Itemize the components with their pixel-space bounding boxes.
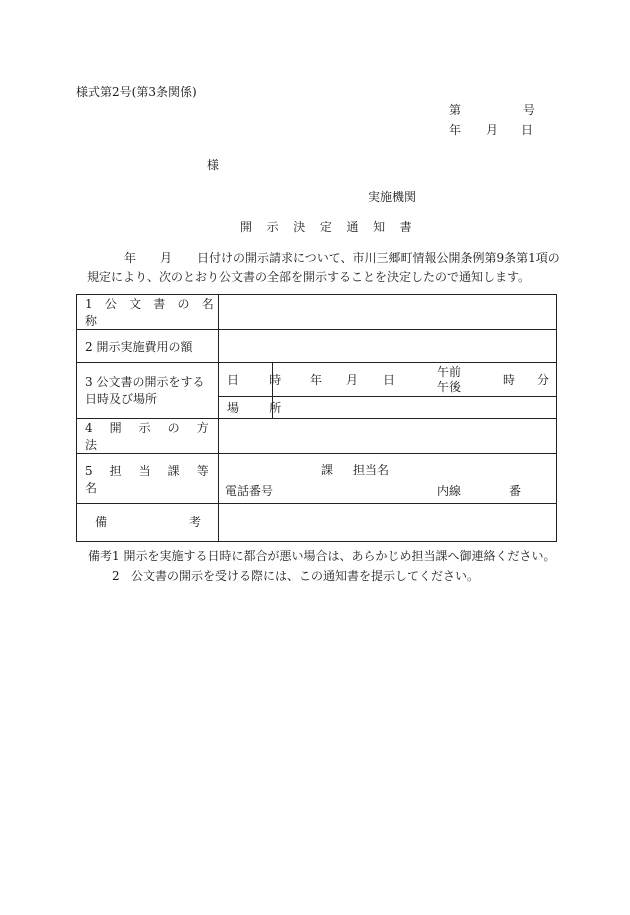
dept-section: 課 bbox=[321, 463, 334, 477]
addressee-honorific: 様 bbox=[207, 158, 220, 172]
notice-table bbox=[76, 294, 557, 542]
label-datetime-place-line2: 日時及び場所 bbox=[85, 392, 158, 406]
note-2-text: 公文書の開示を受ける際には、この通知書を提示してください。 bbox=[131, 569, 480, 583]
date-day: 日 bbox=[521, 123, 534, 137]
date-year: 年 bbox=[449, 123, 462, 137]
intro-line1: 日付けの開示請求について、市川三郷町情報公開条例第9条第1項の bbox=[197, 251, 560, 265]
intro-month: 月 bbox=[160, 251, 173, 265]
label-datetime-place-line1: 3 公文書の開示をする bbox=[85, 375, 205, 389]
value-fee[interactable] bbox=[219, 330, 557, 363]
label-department: 5 担 当 課 等 名 bbox=[77, 454, 219, 504]
note-2-number: 2 bbox=[112, 569, 120, 583]
row-datetime bbox=[77, 363, 557, 397]
label-datetime-place bbox=[77, 363, 219, 419]
label-fee: 2 開示実施費用の額 bbox=[77, 330, 219, 363]
value-department[interactable] bbox=[219, 454, 557, 504]
value-method[interactable] bbox=[219, 419, 557, 454]
value-datetime[interactable] bbox=[273, 363, 557, 397]
dt-am: 午前 bbox=[437, 365, 462, 379]
dept-number: 番 bbox=[509, 484, 522, 498]
label-method: 4 開 示 の 方 法 bbox=[77, 419, 219, 454]
value-remarks[interactable] bbox=[219, 504, 557, 542]
doc-number-prefix: 第 bbox=[449, 103, 462, 117]
dept-phone: 電話番号 bbox=[225, 484, 274, 498]
intro-line2: 規定により、次のとおり公文書の全部を開示することを決定したので通知します。 bbox=[87, 270, 531, 284]
dt-hour: 時 bbox=[503, 373, 516, 387]
doc-number-suffix: 号 bbox=[523, 103, 536, 117]
dt-year: 年 bbox=[310, 373, 323, 387]
row-fee bbox=[77, 330, 557, 363]
row-document-name bbox=[77, 295, 557, 330]
intro-year: 年 bbox=[124, 251, 137, 265]
dept-person: 担当名 bbox=[353, 463, 390, 477]
row-department bbox=[77, 454, 557, 504]
dt-pm: 午後 bbox=[437, 380, 462, 394]
note-1: 備考1 開示を実施する日時に都合が悪い場合は、あらかじめ担当課へ御連絡ください。 bbox=[88, 549, 556, 563]
dt-day: 日 bbox=[383, 373, 396, 387]
value-document-name[interactable] bbox=[219, 295, 557, 330]
label-place: 場 所 bbox=[219, 397, 273, 419]
value-place[interactable] bbox=[273, 397, 557, 419]
label-document-name: 1 公 文 書 の 名 称 bbox=[77, 295, 219, 330]
form-number: 様式第2号(第3条関係) bbox=[76, 85, 197, 99]
dept-extension: 内線 bbox=[437, 484, 462, 498]
date-month: 月 bbox=[486, 123, 499, 137]
dt-month: 月 bbox=[346, 373, 359, 387]
label-remarks: 備 考 bbox=[77, 504, 219, 542]
dt-minute: 分 bbox=[537, 373, 550, 387]
document-title: 開 示 決 定 通 知 書 bbox=[240, 220, 418, 234]
label-datetime: 日 時 bbox=[219, 363, 273, 397]
row-method bbox=[77, 419, 557, 454]
issuer: 実施機関 bbox=[368, 190, 417, 204]
row-remarks bbox=[77, 504, 557, 542]
